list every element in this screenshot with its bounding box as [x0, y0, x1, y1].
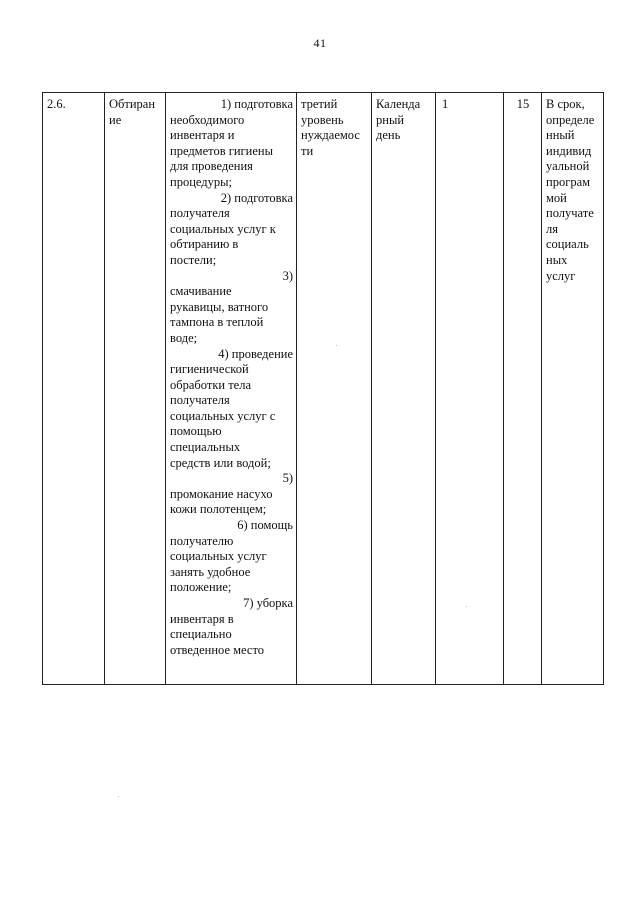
step-head: 4) проведение [218, 346, 293, 361]
quantity-cell [436, 93, 504, 685]
step-line: отведенное место [170, 642, 264, 657]
term-line: мой [546, 190, 567, 205]
term-line: В срок, [546, 97, 585, 111]
step-line: промокание насухо [170, 486, 273, 501]
scan-speck [466, 606, 467, 607]
row-number: 2.6. [47, 97, 66, 111]
step-head: 3) [282, 268, 293, 283]
step-line: инвентаря и [170, 128, 235, 143]
term-line: ных [546, 252, 568, 267]
step-line: постели; [170, 252, 217, 267]
term-line: уальной [546, 159, 590, 174]
unit-line: рный [376, 112, 405, 127]
step-line: инвентаря в [170, 611, 234, 626]
term-line: получате [546, 206, 594, 221]
term-line: програм [546, 174, 591, 189]
procedure-step [170, 471, 293, 518]
procedure-step [170, 97, 293, 191]
step-line: рукавицы, ватного [170, 299, 269, 314]
unit-cell [372, 93, 436, 685]
step-line: предметов гигиены [170, 143, 273, 158]
need-level-line: третий [301, 97, 338, 111]
step-line: гигиенической [170, 362, 249, 377]
step-line: получателю [170, 533, 234, 548]
step-line: получателя [170, 206, 230, 221]
time-cell [504, 93, 542, 685]
need-level-cell [297, 93, 372, 685]
service-name-line: Обтиран [109, 97, 156, 111]
step-line: кожи полотенцем; [170, 502, 267, 517]
step-line: для проведения [170, 159, 253, 174]
service-name-line: ие [109, 112, 122, 127]
step-head: 2) подготовка [220, 190, 293, 205]
procedure-step [170, 191, 293, 269]
term-line: услуг [546, 268, 576, 283]
step-line: обработки тела [170, 377, 251, 392]
term-line: индивид [546, 143, 592, 158]
term-line: нный [546, 128, 575, 143]
service-name-cell [105, 93, 166, 685]
unit-line: день [376, 128, 401, 143]
procedure-step [170, 596, 293, 658]
scan-speck [118, 796, 119, 797]
term-line: ля [546, 221, 558, 236]
step-line: тампона в теплой [170, 315, 264, 330]
step-line: занять удобное [170, 564, 251, 579]
procedure-step [170, 269, 293, 347]
step-line: смачивание [170, 284, 232, 299]
quantity-value: 1 [442, 97, 449, 111]
services-table [42, 92, 604, 685]
time-value: 15 [516, 97, 530, 111]
step-line: социальных услуг с [170, 408, 276, 423]
step-line: социальных услуг [170, 549, 267, 564]
row-number-cell [43, 93, 105, 685]
step-head: 5) [282, 471, 293, 486]
term-cell [542, 93, 604, 685]
step-line: средств или водой; [170, 455, 271, 470]
term-line: социаль [546, 237, 589, 252]
step-line: обтиранию в [170, 237, 239, 252]
step-line: социальных услуг к [170, 221, 276, 236]
step-head: 7) уборка [243, 596, 293, 610]
step-line: процедуры; [170, 174, 232, 189]
step-line: специально [170, 627, 232, 642]
step-line: воде; [170, 330, 198, 345]
page-number: 41 [313, 36, 327, 50]
step-line: специальных [170, 440, 241, 455]
need-level-line: уровень [301, 112, 344, 127]
unit-line: Календа [376, 97, 421, 111]
need-level-line: ти [301, 143, 314, 158]
step-head: 6) помощь [237, 518, 293, 533]
step-line: помощью [170, 424, 222, 439]
table-row [43, 93, 604, 685]
term-line: определе [546, 112, 595, 127]
step-line: получателя [170, 393, 230, 408]
need-level-line: нуждаемос [301, 128, 360, 143]
step-line: необходимого [170, 112, 245, 127]
scan-speck [336, 345, 337, 346]
procedure-step [170, 518, 293, 596]
step-head: 1) подготовка [220, 97, 293, 111]
step-line: положение; [170, 580, 232, 595]
procedure-step [170, 347, 293, 472]
procedure-steps-cell [166, 93, 297, 685]
